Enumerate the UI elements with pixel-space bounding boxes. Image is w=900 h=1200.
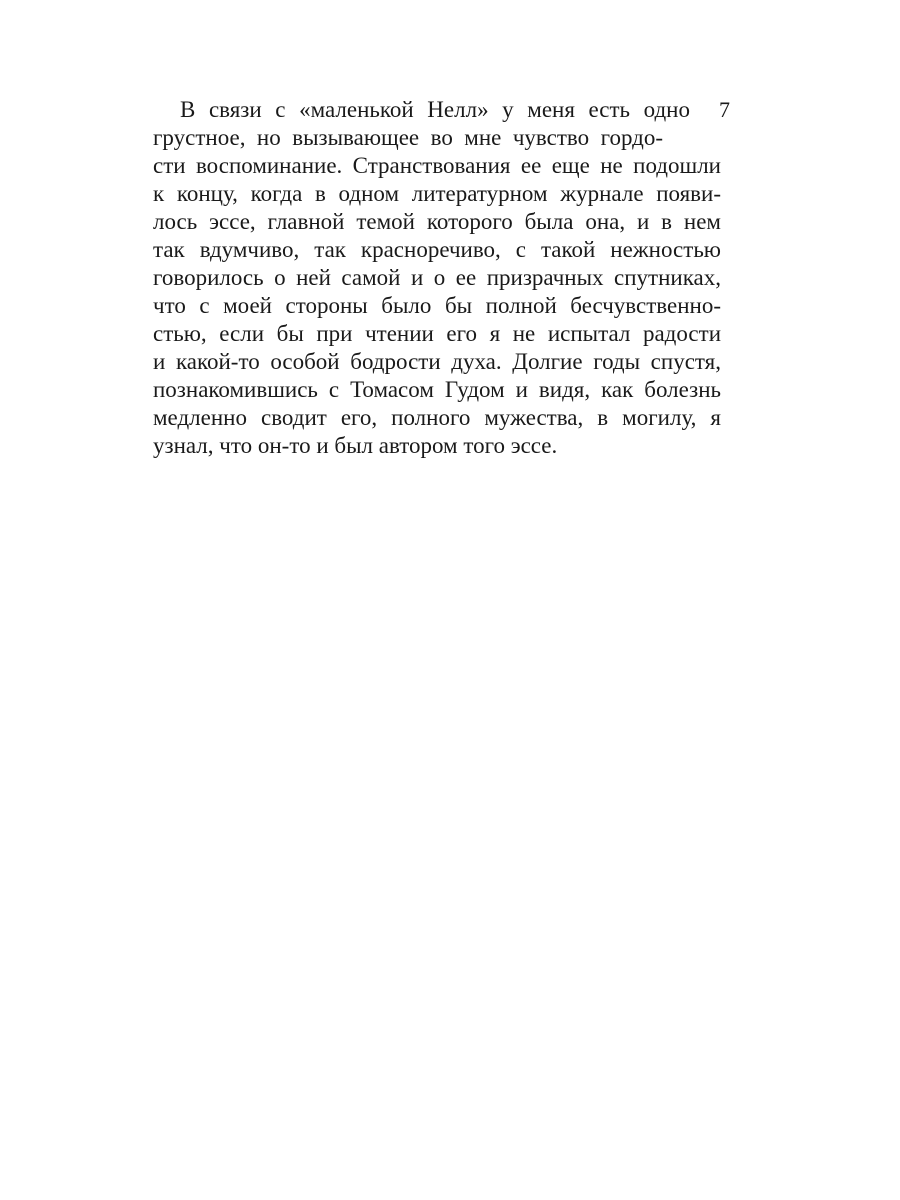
text-line: лось эссе, главной темой которого была она, и в нем [153,209,721,234]
text-line: стью, если бы при чтении его я не испытал радости [153,321,721,346]
text-line: что с моей стороны было бы полной бесчувственно- [153,293,721,318]
text-line: грустное, но вызывающее во мне чувство гордо- [153,125,663,150]
text-line: сти воспоминание. Странствования ее еще не подошли [153,153,721,178]
text-line: к концу, когда в одном литературном журнале появи- [153,181,721,206]
text-line: говорилось о ней самой и о ее призрачных спутниках, [153,265,721,290]
text-line: познакомившись с Томасом Гудом и видя, как болезнь [153,377,721,402]
text-line: медленно сводит его, полного мужества, в могилу, я [153,405,721,430]
page-number: 7 [719,97,730,122]
text-line: и какой-то особой бодрости духа. Долгие годы спустя, [153,349,721,374]
text-line: В связи с «маленькой Нелл» у меня есть одно [180,97,690,122]
text-line: так вдумчиво, так красноречиво, с такой нежностью [153,237,721,262]
text-line: узнал, что он-то и был автором того эссе. [153,433,558,458]
body-paragraph [153,96,721,460]
